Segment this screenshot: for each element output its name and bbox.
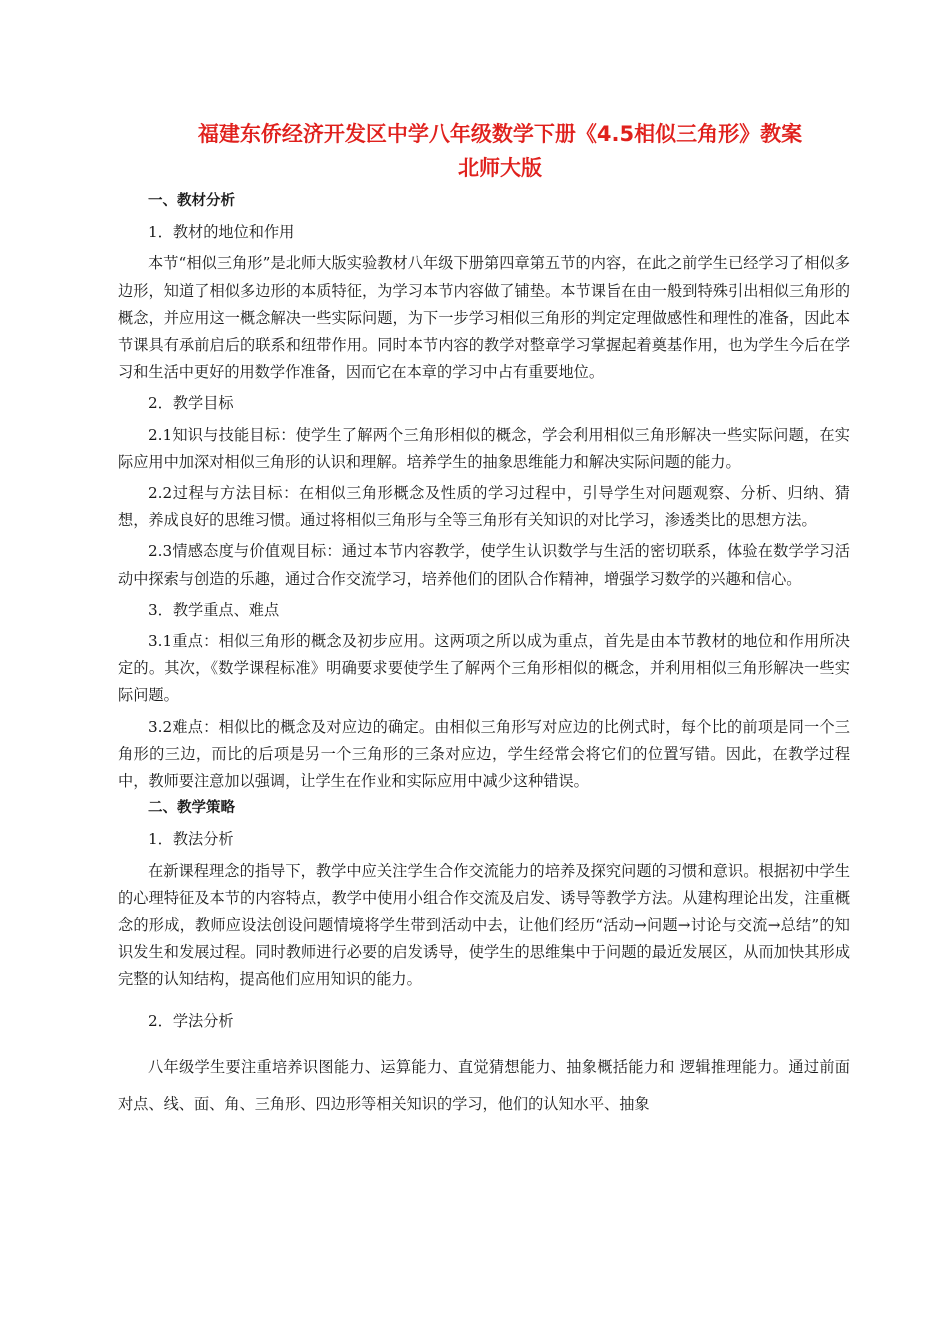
document-title-line-1: 福建东侨经济开发区中学八年级数学下册《4.5相似三角形》教案	[197, 122, 803, 146]
document-body	[118, 188, 850, 1123]
paragraph-goal-knowledge-skills: 2.1知识与技能目标：使学生了解两个三角形相似的概念，学会利用相似三角形解决一些实际问题，在实际应用中加深对相似三角形的认识和理解。培养学生的抽象思维能力和解决实际问题的能力。	[118, 425, 850, 471]
paragraph-goal-process-methods: 2.2过程与方法目标：在相似三角形概念及性质的学习过程中，引导学生对问题观察、分析、归纳、猜想，养成良好的思维习惯。通过将相似三角形与全等三角形有关知识的对比学习，渗透类比的思想方法。	[118, 484, 850, 530]
section-heading-textbook-analysis: 一、教材分析	[148, 193, 235, 209]
subheading-teaching-goals: 2．教学目标	[148, 394, 234, 413]
paragraph-teaching-method-analysis: 在新课程理念的指导下，教学中应关注学生合作交流能力的培养及探究问题的习惯和意识。根据初中学生的心理特征及本节的内容特点，教学中使用小组合作交流及启发、诱导等教学方法。从建构理论出发，注重概念的形成，教师应设法创设问题情境将学生带到活动中去，让他们经历“活动→问题→讨论与交流→总结”的知识发生和发展过程。同时教师进行必要的启发诱导，使学生的思维集中于问题的最近发展区，从而加快其形成完整的认知结构，提高他们应用知识的能力。	[118, 861, 850, 989]
subheading-learning-method-analysis: 2．学法分析	[148, 1011, 234, 1030]
subheading-teaching-method-analysis: 1．教法分析	[148, 830, 234, 849]
paragraph-status-and-role: 本节“相似三角形”是北师大版实验教材八年级下册第四章第五节的内容，在此之前学生已经学习了相似多边形，知道了相似多边形的本质特征，为学习本节内容做了铺垫。本节课旨在由一般到特殊引出相似三角形的概念，并应用这一概念解决一些实际问题，为下一步学习相似三角形的判定定理做感性和理性的准备，因此本节课具有承前启后的联系和纽带作用。同时本节内容的教学对整章学习掌握起着奠基作用，也为学生今后在学习和生活中更好的用数学作准备，因而它在本章的学习中占有重要地位。	[118, 254, 850, 382]
subheading-status-and-role: 1．教材的地位和作用	[148, 223, 295, 242]
document-title-line-2: 北师大版	[458, 156, 542, 180]
paragraph-key-points: 3.1重点：相似三角形的概念及初步应用。这两项之所以成为重点，首先是由本节教材的地位和作用所决定的。其次，《数学课程标准》明确要求要使学生了解两个三角形相似的概念，并利用相似三角形解决一些实际问题。	[118, 632, 850, 705]
paragraph-learning-method-analysis: 八年级学生要注重培养识图能力、运算能力、直觉猜想能力、抽象概括能力和 逻辑推理能力。通过前面对点、线、面、角、三角形、四边形等相关知识的学习，他们的认知水平、抽象	[118, 1057, 850, 1113]
paragraph-goal-attitudes-values: 2.3情感态度与价值观目标：通过本节内容教学，使学生认识数学与生活的密切联系，体验在数学学习活动中探索与创造的乐趣，通过合作交流学习，培养他们的团队合作精神，增强学习数学的兴趣和信心。	[118, 542, 850, 588]
subheading-key-and-difficult-points: 3．教学重点、难点	[148, 600, 280, 619]
section-heading-teaching-strategy: 二、教学策略	[148, 800, 235, 817]
paragraph-difficult-points: 3.2难点：相似比的概念及对应边的确定。由相似三角形写对应边的比例式时，每个比的前项是同一个三角形的三边，而比的后项是另一个三角形的三条对应边，学生经常会将它们的位置写错。因此，在教学过程中，教师要注意加以强调，让学生在作业和实际应用中减少这种错误。	[118, 717, 850, 791]
